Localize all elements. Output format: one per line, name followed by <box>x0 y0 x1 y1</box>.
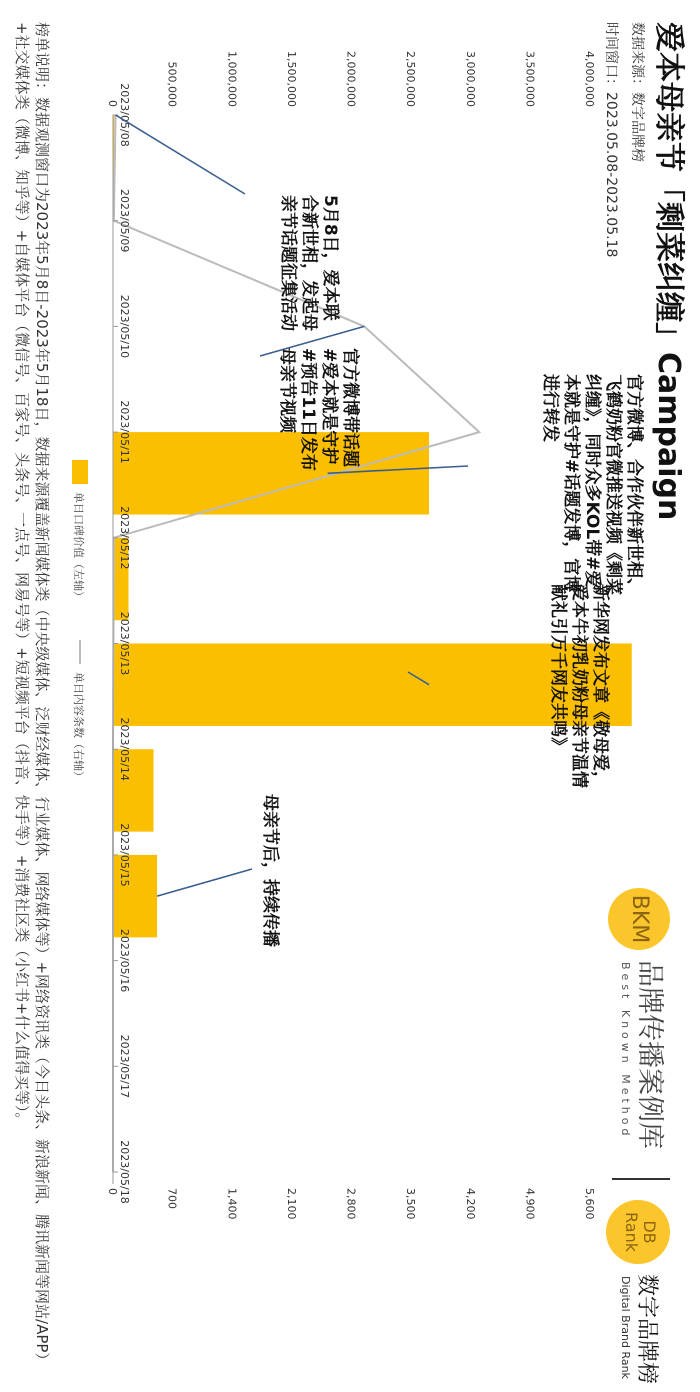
legend-bar-swatch <box>72 460 88 484</box>
bar <box>113 432 429 514</box>
chart-axes <box>106 51 596 1219</box>
x-tick-label: 2023/05/11 <box>118 400 131 464</box>
x-tick-label: 2023/05/15 <box>118 823 131 887</box>
right-tick-label: 1,400 <box>225 1188 239 1220</box>
x-tick-label: 2023/05/18 <box>118 1140 131 1204</box>
x-tick-label: 2023/05/17 <box>118 1034 131 1099</box>
right-tick-label: 0 <box>106 1188 119 1195</box>
db-logo-subtitle: Digital Brand Rank <box>619 1276 632 1379</box>
x-tick-label: 2023/05/12 <box>118 506 131 570</box>
time-window: 时间窗口：2023.05.08-2023.05.18 <box>603 22 619 258</box>
right-tick-label: 3,500 <box>404 1188 418 1220</box>
annotation-leader <box>157 869 252 896</box>
annotation-1: 官方微博带话题#爱本就是守护#预告11日发布母亲节视频 <box>277 348 360 471</box>
left-tick-label: 500,000 <box>165 61 179 107</box>
db-logo-name: 数字品牌榜 <box>634 1274 659 1385</box>
left-tick-label: 4,000,000 <box>583 51 596 107</box>
annotation-3: 新华网发布文章《敬母爱，爱本牛初乳奶粉母亲节温情献礼引万千网友共鸣》 <box>548 584 610 788</box>
right-tick-label: 2,100 <box>284 1188 298 1220</box>
left-tick-label: 3,500,000 <box>523 51 537 107</box>
data-source: 数据来源：数字品牌榜 <box>629 22 645 162</box>
bkm-logo-subtitle: Best Known Method <box>619 962 632 1140</box>
right-tick-label: 700 <box>165 1188 179 1209</box>
right-tick-label: 2,800 <box>344 1188 358 1220</box>
left-tick-label: 0 <box>106 100 119 107</box>
left-tick-label: 3,000,000 <box>463 51 477 107</box>
annotation-2: 官方微博、合作伙伴新世相、飞鹤奶粉官微推送视频《剩菜纠缠》，同时众多KOL带#爱本就是守护#话题发博，官博进行转发 <box>540 374 644 595</box>
bkm-logo-mark: BKM <box>608 888 670 950</box>
page-title: 爱本母亲节「剩菜纠缠」Campaign <box>651 22 686 521</box>
x-tick-label: 2023/05/16 <box>118 928 131 993</box>
footnote: 榜单说明：数据观测窗口为2023年5月8日-2023年5月18日，数据来源覆盖新闻媒体类（中央级媒体、泛财经媒体、行业媒体、网络媒体等）+网络资讯类（今日头条、新浪新闻、腾讯新闻等网站/APP）+社交媒体类（微博、知乎等）+自媒体平台（微信号、百家号、头条号、一点号、网易号等）+短视频平台（抖音、快手等）+消费社区类（小红书+什么值得买等）。 <box>13 22 51 1360</box>
chart-legend <box>72 460 88 782</box>
legend-bar-label: 单日口碑价值（左轴） <box>72 492 85 602</box>
annotation-leader <box>116 115 245 194</box>
left-tick-label: 2,000,000 <box>344 51 358 107</box>
right-tick-label: 4,900 <box>523 1188 537 1220</box>
left-tick-label: 1,000,000 <box>225 51 239 107</box>
left-tick-label: 2,500,000 <box>404 51 418 107</box>
annotation-0: 5月8日，爱本联合新世相，发起母亲节话题征集活动 <box>278 195 340 331</box>
x-tick-label: 2023/05/10 <box>118 294 131 359</box>
x-tick-label: 2023/05/08 <box>118 83 131 147</box>
bkm-logo-name: 品牌传播案例库 <box>634 960 665 1149</box>
x-tick-label: 2023/05/14 <box>118 717 131 781</box>
legend-line-label: 单日内容条数（右轴） <box>72 672 85 782</box>
x-tick-label: 2023/05/13 <box>118 611 131 676</box>
right-tick-label: 5,600 <box>583 1188 596 1220</box>
right-tick-label: 4,200 <box>463 1188 477 1220</box>
left-tick-label: 1,500,000 <box>284 51 298 107</box>
db-logo-mark-line2: Rank <box>622 1212 641 1252</box>
x-tick-label: 2023/05/09 <box>118 188 131 253</box>
db-logo-mark-line1: DB <box>640 1220 659 1244</box>
annotation-4: 母亲节后，持续传播 <box>260 794 280 947</box>
